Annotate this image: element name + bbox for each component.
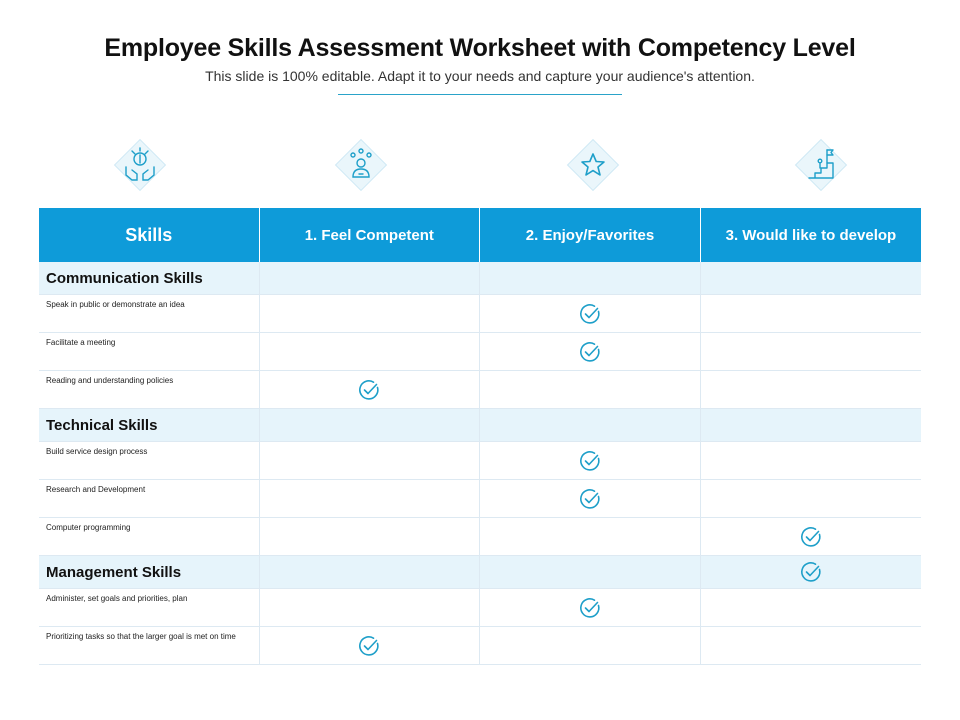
table-cell (259, 627, 480, 665)
table-cell (480, 295, 701, 333)
table-header-row (39, 208, 921, 262)
table-cell (700, 518, 921, 556)
skills-assessment-table (39, 208, 921, 665)
skill-label: Administer, set goals and priorities, plan (39, 589, 259, 627)
section-label: Management Skills (39, 556, 259, 589)
section-label: Communication Skills (39, 262, 259, 295)
table-cell (480, 627, 701, 665)
table-cell (700, 627, 921, 665)
table-row (39, 627, 921, 665)
table-cell (259, 480, 480, 518)
table-cell (700, 262, 921, 295)
table-cell (259, 262, 480, 295)
check-circle-icon (578, 452, 602, 469)
table-row (39, 442, 921, 480)
header-would-like-to-develop: 3. Would like to develop (700, 208, 921, 262)
table-cell (700, 333, 921, 371)
table-cell (480, 262, 701, 295)
page-subtitle: This slide is 100% editable. Adapt it to your needs and capture your audience's attention. (205, 68, 755, 84)
section-row (39, 556, 921, 589)
table-cell (259, 518, 480, 556)
check-circle-icon (357, 381, 381, 398)
table-cell (480, 371, 701, 409)
table-cell (480, 480, 701, 518)
skill-label: Facilitate a meeting (39, 333, 259, 371)
table-row (39, 480, 921, 518)
section-label: Technical Skills (39, 409, 259, 442)
skill-label: Prioritizing tasks so that the larger goal is met on time (39, 627, 259, 665)
competent-person-icon (329, 133, 393, 197)
table-cell (700, 589, 921, 627)
header-enjoy-favorites: 2. Enjoy/Favorites (480, 208, 701, 262)
column-icons (39, 133, 921, 197)
table-cell (259, 556, 480, 589)
table-cell (480, 518, 701, 556)
table-cell (480, 333, 701, 371)
skill-label: Build service design process (39, 442, 259, 480)
check-circle-icon (799, 563, 823, 580)
table-cell (700, 409, 921, 442)
table-cell (480, 589, 701, 627)
table-cell (259, 589, 480, 627)
table-cell (700, 480, 921, 518)
check-circle-icon (578, 343, 602, 360)
page-title: Employee Skills Assessment Worksheet with Competency Level (104, 34, 856, 62)
table-cell (700, 556, 921, 589)
skill-label: Reading and understanding policies (39, 371, 259, 409)
table-row (39, 518, 921, 556)
check-circle-icon (799, 528, 823, 545)
develop-stairs-flag-icon (789, 133, 853, 197)
check-circle-icon (578, 599, 602, 616)
table-cell (480, 442, 701, 480)
skill-label: Research and Development (39, 480, 259, 518)
header-feel-competent: 1. Feel Competent (259, 208, 480, 262)
skill-hands-icon (108, 133, 172, 197)
table-cell (480, 409, 701, 442)
section-row (39, 262, 921, 295)
check-circle-icon (578, 490, 602, 507)
skill-label: Computer programming (39, 518, 259, 556)
header-skills: Skills (39, 208, 259, 262)
table-cell (259, 409, 480, 442)
check-circle-icon (357, 637, 381, 654)
skill-label: Speak in public or demonstrate an idea (39, 295, 259, 333)
table-cell (700, 295, 921, 333)
title-divider (338, 94, 622, 95)
table-row (39, 589, 921, 627)
table-cell (259, 333, 480, 371)
table-cell (480, 556, 701, 589)
check-circle-icon (578, 305, 602, 322)
section-row (39, 409, 921, 442)
table-row (39, 295, 921, 333)
table-cell (259, 295, 480, 333)
table-cell (259, 371, 480, 409)
table-cell (700, 442, 921, 480)
favorite-star-icon (561, 133, 625, 197)
table-row (39, 371, 921, 409)
table-cell (700, 371, 921, 409)
table-cell (259, 442, 480, 480)
table-row (39, 333, 921, 371)
